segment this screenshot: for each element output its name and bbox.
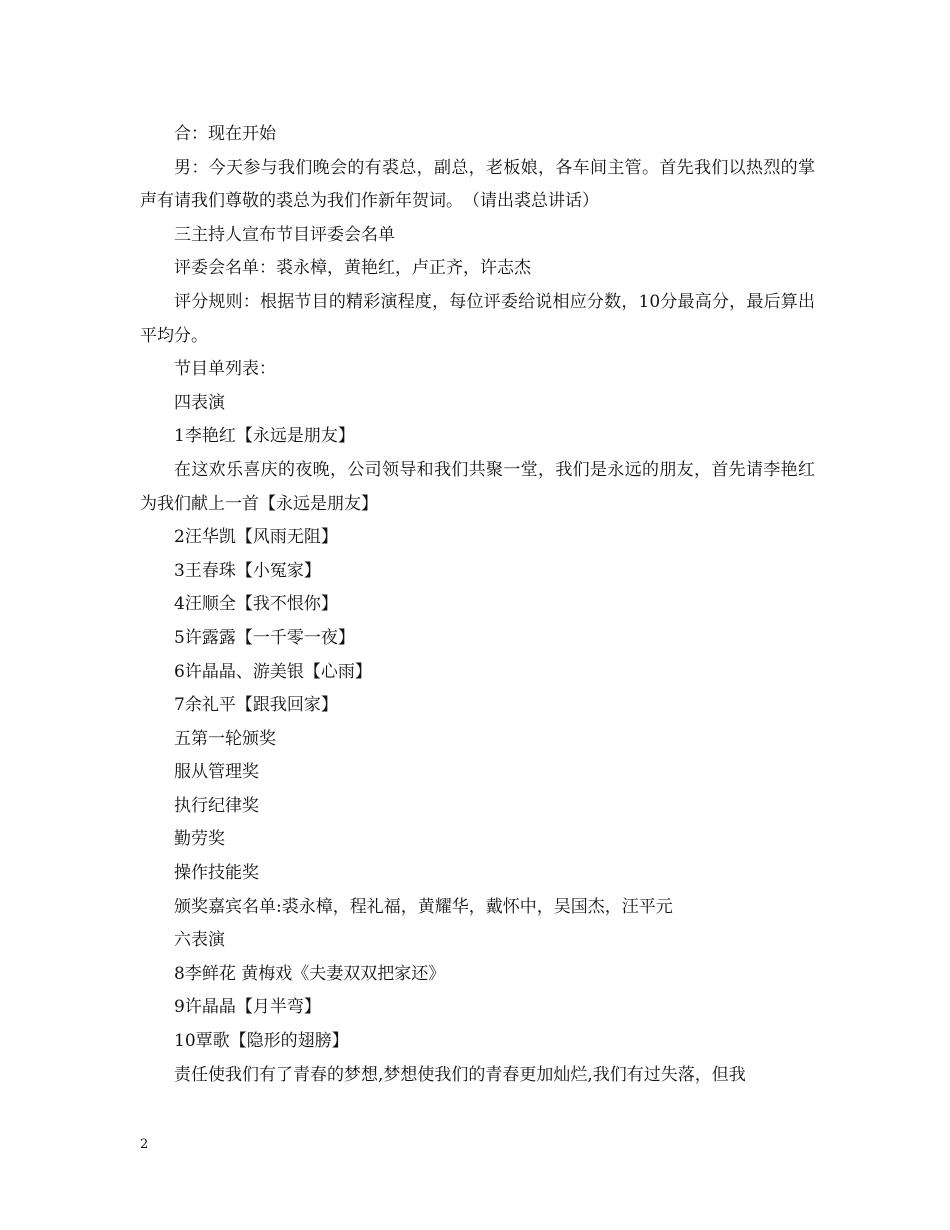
- paragraph: 五第一轮颁奖: [174, 728, 276, 749]
- paragraph: 在这欢乐喜庆的夜晚，公司领导和我们共聚一堂，我们是永远的朋友，首先请李艳红为我们献上一首【永远是朋友】: [140, 459, 815, 514]
- body-text: [140, 118, 815, 1092]
- paragraph: 颁奖嘉宾名单:裘永樟，程礼福，黄耀华，戴怀中，吴国杰，汪平元: [174, 896, 673, 917]
- paragraph: 9许晶晶【月半弯】: [174, 997, 321, 1018]
- paragraph: 男：今天参与我们晚会的有裘总，副总，老板娘，各车间主管。首先我们以热烈的掌声有请我们尊敬的裘总为我们作新年贺词。 （请出裘总讲话）: [140, 157, 815, 212]
- paragraph: 节目单列表：: [174, 359, 276, 380]
- paragraph: 合：现在开始: [174, 124, 276, 144]
- paragraph: 评委会名单：裘永樟，黄艳红，卢正齐，许志杰: [174, 258, 531, 279]
- paragraph: 2汪华凯【风雨无阻】: [174, 527, 338, 548]
- page-number: 2: [140, 1137, 149, 1152]
- paragraph: 1李艳红【永远是朋友】: [174, 426, 355, 447]
- paragraph: 勤劳奖: [174, 829, 225, 850]
- paragraph: 操作技能奖: [174, 863, 259, 884]
- paragraph: 4汪顺全【我不恨你】: [174, 594, 338, 615]
- paragraph: 六表演: [174, 930, 225, 951]
- paragraph: 责任使我们有了青春的梦想,梦想使我们的青春更加灿烂,我们有过失落，但我: [174, 1064, 746, 1085]
- paragraph: 四表演: [174, 392, 225, 413]
- paragraph: 服从管理奖: [174, 762, 259, 783]
- paragraph: 3王春珠【小冤家】: [174, 560, 321, 581]
- paragraph: 8李鲜花 黄梅戏《夫妻双双把家还》: [174, 963, 446, 984]
- paragraph: 三主持人宣布节目评委会名单: [174, 224, 395, 245]
- paragraph: 7余礼平【跟我回家】: [174, 695, 338, 716]
- paragraph: 6许晶晶、游美银【心雨】: [174, 661, 372, 682]
- paragraph: 5许露露【一千零一夜】: [174, 627, 355, 648]
- paragraph: 执行纪律奖: [174, 795, 259, 816]
- paragraph: 评分规则：根据节目的精彩演程度，每位评委给说相应分数，10分最高分，最后算出平均分。: [140, 291, 815, 346]
- paragraph: 10覃歌【隐形的翅膀】: [174, 1031, 349, 1052]
